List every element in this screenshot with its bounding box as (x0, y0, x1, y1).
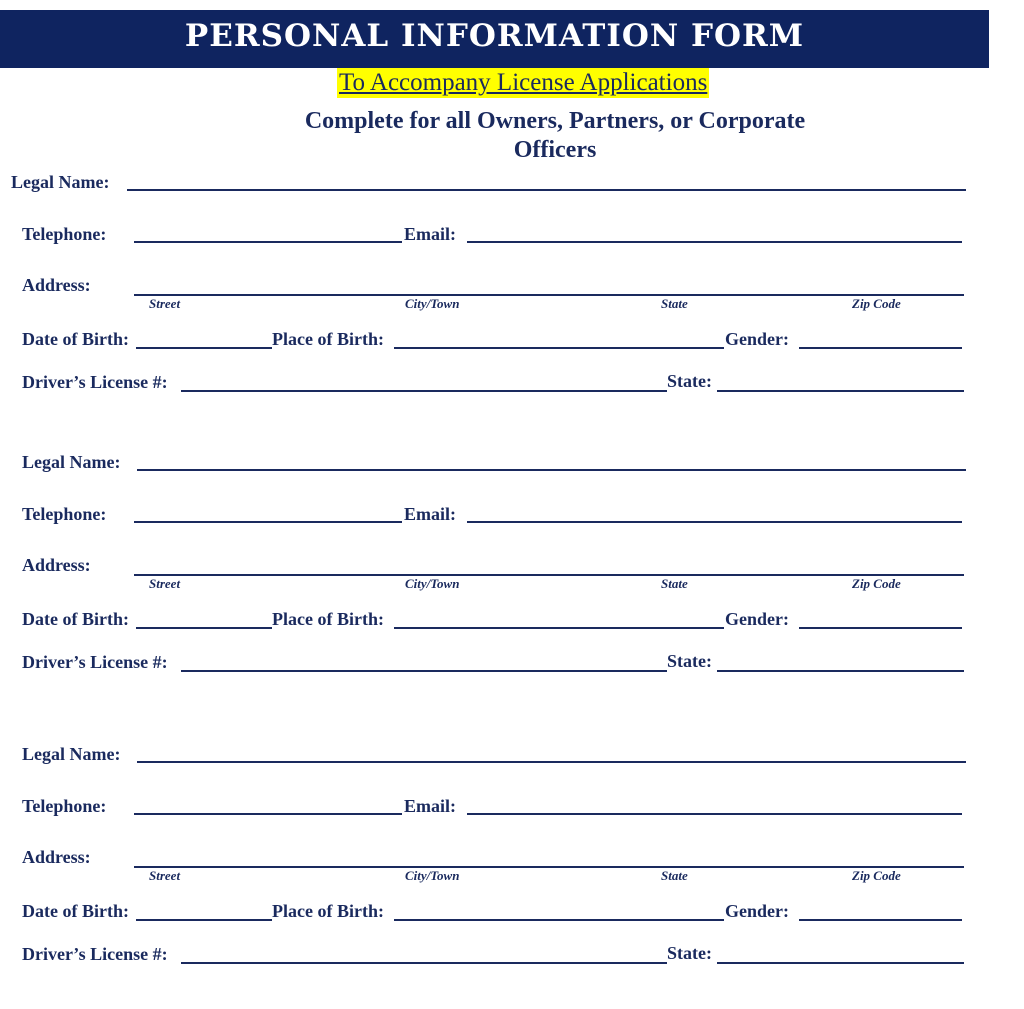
gender-field[interactable] (799, 919, 962, 921)
drivers-license-field[interactable] (181, 670, 667, 672)
zip-code-caption: Zip Code (852, 868, 901, 883)
form-title: PERSONAL INFORMATION FORM (184, 18, 805, 54)
legal-name-field[interactable] (137, 469, 966, 471)
gender-label: Gender: (725, 901, 789, 921)
street-caption: Street (149, 296, 181, 311)
city-town-caption: City/Town (405, 576, 460, 591)
street-caption: Street (149, 868, 181, 883)
drivers-license-field[interactable] (181, 962, 667, 964)
place-of-birth-label: Place of Birth: (272, 609, 384, 629)
city-town-caption: City/Town (405, 296, 460, 311)
state-field[interactable] (717, 962, 964, 964)
gender-field[interactable] (799, 627, 962, 629)
drivers-license-label: Driver’s License #: (22, 652, 168, 672)
email-label: Email: (404, 224, 456, 244)
telephone-label: Telephone: (22, 796, 107, 816)
date-of-birth-field[interactable] (136, 347, 272, 349)
place-of-birth-field[interactable] (394, 347, 724, 349)
address-field[interactable] (134, 574, 964, 576)
street-caption: Street (149, 576, 181, 591)
legal-name-field[interactable] (137, 761, 966, 763)
legal-name-label: Legal Name: (22, 744, 121, 764)
place-of-birth-field[interactable] (394, 919, 724, 921)
zip-code-caption: Zip Code (852, 576, 901, 591)
email-field[interactable] (467, 521, 962, 523)
form-instruction: Complete for all Owners, Partners, or Corporate Officers (304, 108, 806, 163)
address-label: Address: (22, 555, 91, 575)
telephone-field[interactable] (134, 521, 402, 523)
address-field[interactable] (134, 294, 964, 296)
legal-name-label: Legal Name: (11, 172, 110, 192)
email-field[interactable] (467, 241, 962, 243)
date-of-birth-label: Date of Birth: (22, 901, 129, 921)
email-label: Email: (404, 796, 456, 816)
state-label: State: (667, 651, 712, 671)
drivers-license-field[interactable] (181, 390, 667, 392)
legal-name-label: Legal Name: (22, 452, 121, 472)
telephone-label: Telephone: (22, 224, 107, 244)
city-town-caption: City/Town (405, 868, 460, 883)
state-caption: State (661, 868, 688, 883)
email-label: Email: (404, 504, 456, 524)
drivers-license-label: Driver’s License #: (22, 372, 168, 392)
header-bar (0, 10, 989, 68)
date-of-birth-label: Date of Birth: (22, 609, 129, 629)
address-label: Address: (22, 275, 91, 295)
form-subtitle: To Accompany License Applications (339, 69, 708, 96)
drivers-license-label: Driver’s License #: (22, 944, 168, 964)
address-label: Address: (22, 847, 91, 867)
place-of-birth-field[interactable] (394, 627, 724, 629)
date-of-birth-field[interactable] (136, 919, 272, 921)
state-field[interactable] (717, 390, 964, 392)
telephone-label: Telephone: (22, 504, 107, 524)
state-label: State: (667, 371, 712, 391)
state-label: State: (667, 943, 712, 963)
state-caption: State (661, 576, 688, 591)
telephone-field[interactable] (134, 241, 402, 243)
date-of-birth-field[interactable] (136, 627, 272, 629)
address-field[interactable] (134, 866, 964, 868)
gender-label: Gender: (725, 329, 789, 349)
place-of-birth-label: Place of Birth: (272, 901, 384, 921)
email-field[interactable] (467, 813, 962, 815)
zip-code-caption: Zip Code (852, 296, 901, 311)
place-of-birth-label: Place of Birth: (272, 329, 384, 349)
state-field[interactable] (717, 670, 964, 672)
telephone-field[interactable] (134, 813, 402, 815)
gender-label: Gender: (725, 609, 789, 629)
gender-field[interactable] (799, 347, 962, 349)
legal-name-field[interactable] (127, 189, 966, 191)
date-of-birth-label: Date of Birth: (22, 329, 129, 349)
state-caption: State (661, 296, 688, 311)
